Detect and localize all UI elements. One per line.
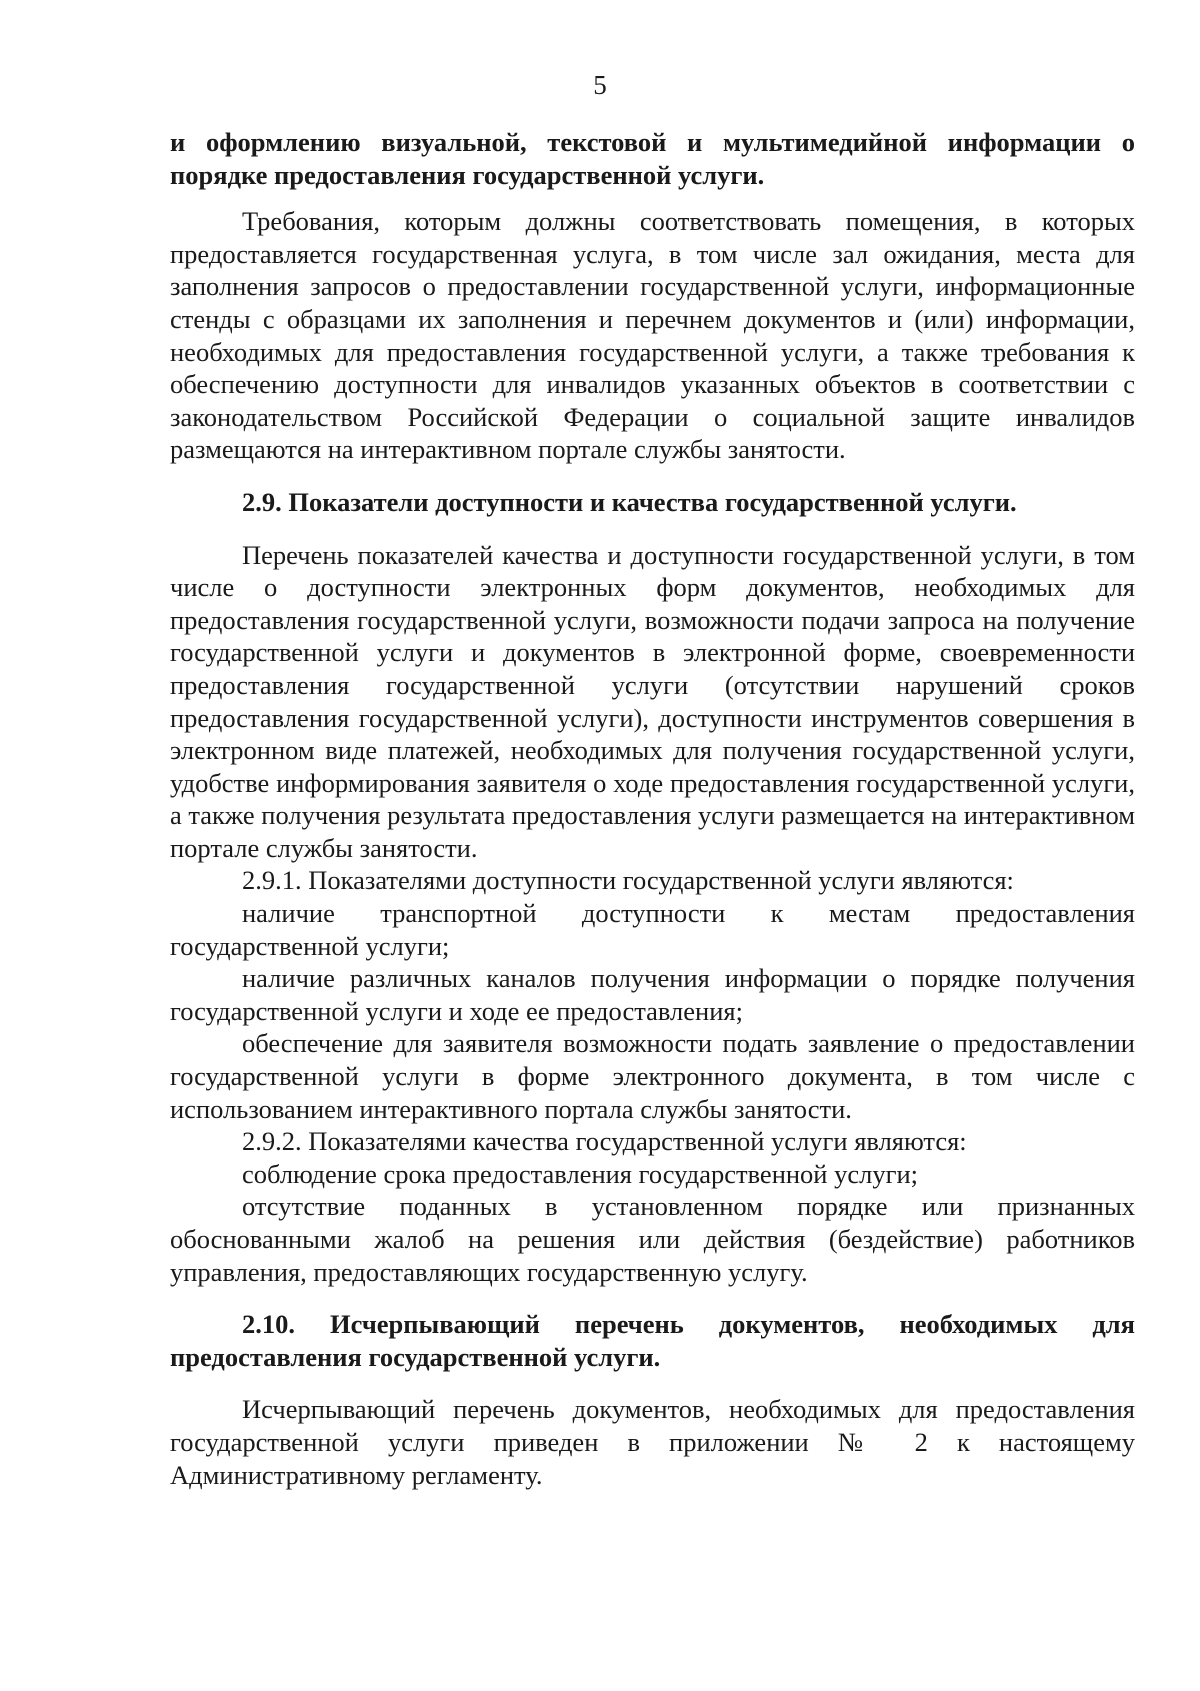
heading-continuation: и оформлению визуальной, текстовой и мультимедийной информации о порядке предоставления государственной услуги. [170,127,1135,190]
section-heading-2-10: 2.10. Исчерпывающий перечень документов, необходимых для предоставления государственной услуги. [170,1309,1135,1372]
document-body [170,126,1135,1491]
list-item-electronic-application: обеспечение для заявителя возможности подать заявление о предоставлении государственной услуги в форме электронного документа, в том числе с использованием интерактивного портала службы занятости. [170,1028,1135,1124]
list-item-deadline-compliance: соблюдение срока предоставления государственной услуги; [242,1158,919,1189]
section-heading-2-9: 2.9. Показатели доступности и качества государственной услуги. [242,486,1017,517]
list-item-info-channels: наличие различных каналов получения информации о порядке получения государственной услуги и ходе ее предоставления; [170,963,1135,1026]
paragraph-2-9-2: 2.9.2. Показателями качества государственной услуги являются: [242,1126,967,1157]
paragraph-premises-requirements: Требования, которым должны соответствовать помещения, в которых предоставляется государственная услуга, в том числе зал ожидания, места для заполнения запросов о предоставлении государственной услуги, информационные стенды с образцами их заполнения и перечнем документов и (или) информации, необходимых для предоставления государственной услуги, а также требования к обеспечению доступности для инвалидов указанных объектов в соответствии с законодательством Российской Федерации о социальной защите инвалидов размещаются на интерактивном портале службы занятости. [170,206,1135,465]
paragraph-quality-indicators-list: Перечень показателей качества и доступности государственной услуги, в том числе о доступности электронных форм документов, необходимых для предоставления государственной услуги, возможности подачи запроса на получение государственной услуги и документов в электронной форме, своевременности предоставления государственной услуги (отсутствии нарушений сроков предоставления государственной услуги), доступности инструментов совершения в электронном виде платежей, необходимых для получения государственной услуги, удобстве информирования заявителя о ходе предоставления государственной услуги, а также получения результата предоставления услуги размещается на интерактивном портале службы занятости. [170,539,1135,863]
paragraph-2-9-1: 2.9.1. Показателями доступности государственной услуги являются: [242,865,1014,896]
list-item-no-complaints: отсутствие поданных в установленном порядке или признанных обоснованными жалоб на решения или действия (бездействие) работников управления, предоставляющих государственную услугу. [170,1191,1135,1287]
paragraph-documents-list: Исчерпывающий перечень документов, необходимых для предоставления государственной услуги приведен в приложении № 2 к настоящему Административному регламенту. [170,1394,1135,1490]
list-item-transport-access: наличие транспортной доступности к местам предоставления государственной услуги; [170,898,1135,961]
page-number: 5 [593,70,607,100]
